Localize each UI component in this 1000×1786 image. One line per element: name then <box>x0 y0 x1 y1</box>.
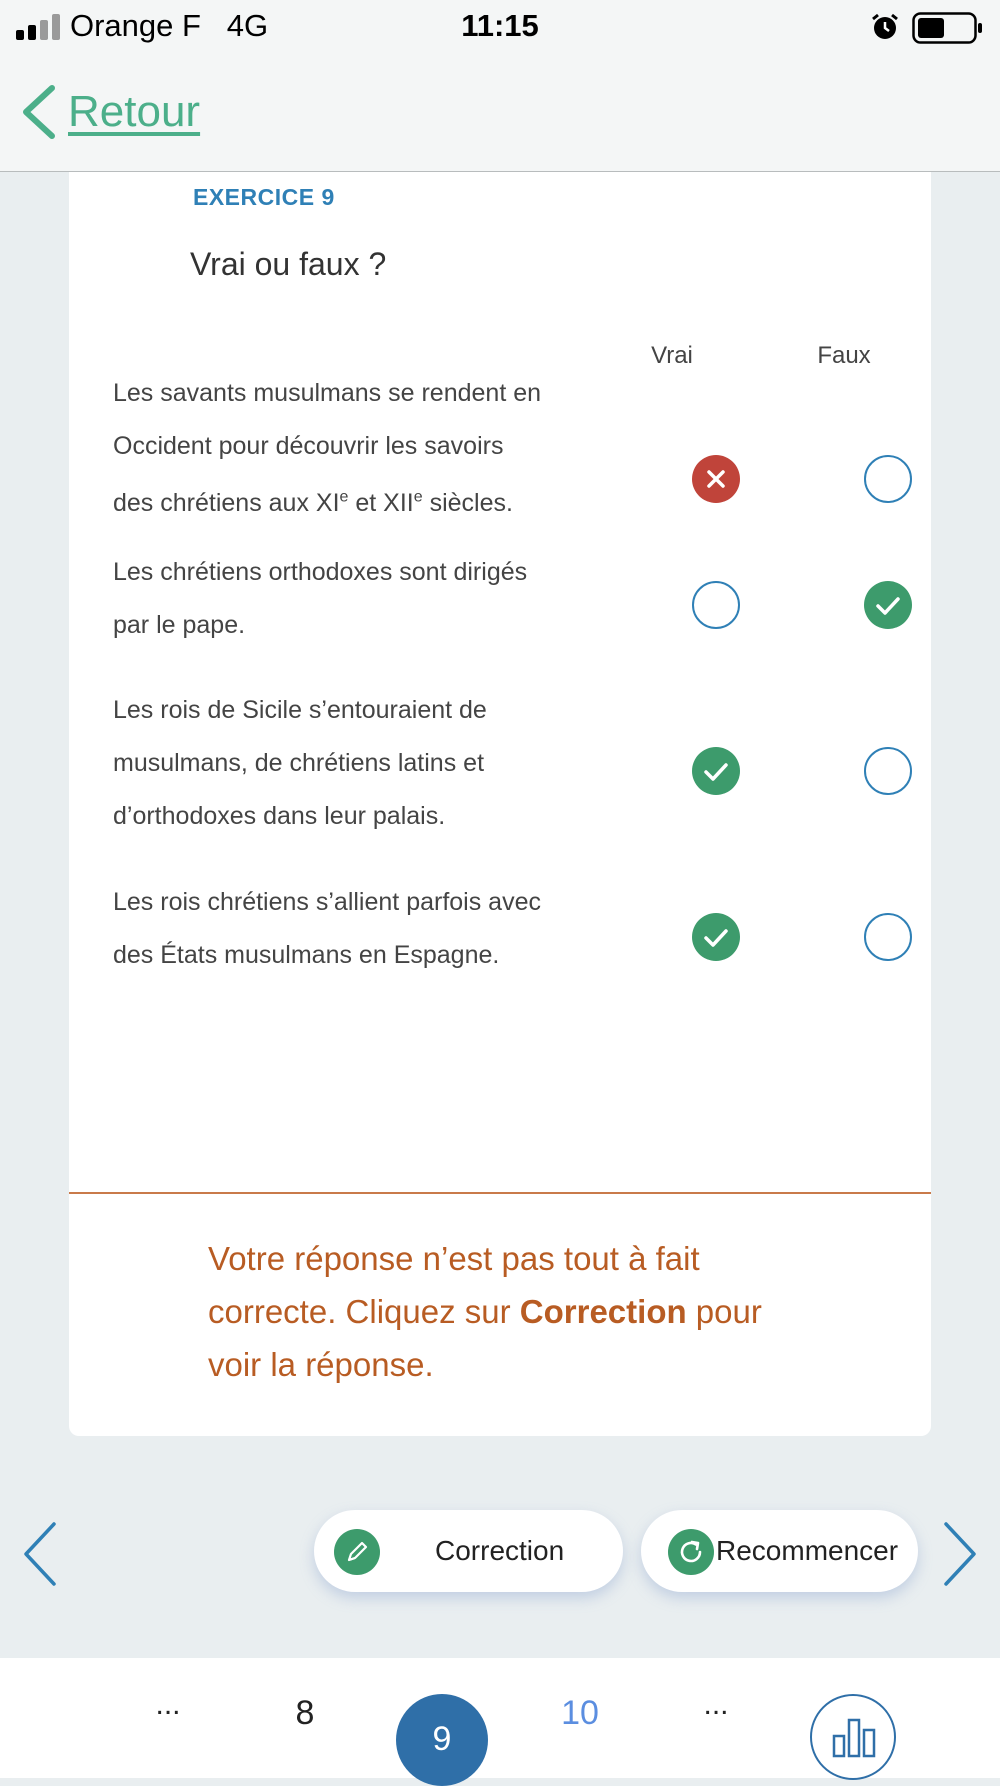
previous-exercise-arrow[interactable] <box>20 1520 60 1588</box>
check-icon <box>864 581 912 629</box>
radio-vrai-incorrect[interactable] <box>692 455 740 503</box>
pager-current-label: 9 <box>432 1720 452 1758</box>
refresh-icon <box>668 1529 714 1575</box>
pager-page-8[interactable]: 8 <box>295 1694 315 1732</box>
pager-current-page[interactable] <box>396 1694 488 1786</box>
exercise-card <box>69 172 931 1436</box>
next-exercise-arrow[interactable] <box>940 1520 980 1588</box>
correction-emphasis: Correction <box>519 1293 687 1330</box>
statement-row-1 <box>113 367 931 527</box>
correction-button[interactable] <box>314 1510 623 1592</box>
feedback-divider <box>69 1192 931 1194</box>
pencil-icon <box>334 1529 380 1575</box>
radio-faux-correct[interactable] <box>864 581 912 629</box>
column-header-false: Faux <box>817 342 871 369</box>
statement-text: Les rois chrétiens s’allient parfois avec des États musulmans en Espagne. <box>113 888 541 969</box>
column-header-true: Vrai <box>651 342 693 369</box>
radio-vrai-correct[interactable] <box>692 747 740 795</box>
exercise-pager <box>0 1658 1000 1778</box>
clock: 11:15 <box>461 8 539 43</box>
question-title: Vrai ou faux ? <box>190 246 387 282</box>
chevron-left-icon <box>18 82 58 142</box>
back-button[interactable] <box>18 82 200 142</box>
radio-faux[interactable] <box>864 747 912 795</box>
statement-row-4 <box>113 876 931 986</box>
alarm-icon <box>870 12 900 42</box>
back-label: Retour <box>68 87 201 136</box>
statistics-button[interactable] <box>810 1694 896 1780</box>
pager-ellipsis-right[interactable]: ... <box>703 1688 729 1721</box>
carrier-name: Orange F <box>70 8 201 43</box>
cross-icon <box>692 455 740 503</box>
statement-row-2 <box>113 546 931 656</box>
correction-label: Correction <box>435 1535 565 1566</box>
statement-text: Les chrétiens orthodoxes sont dirigés par le pape. <box>113 558 528 639</box>
pager-page-10[interactable]: 10 <box>561 1694 599 1732</box>
status-bar <box>0 0 1000 56</box>
feedback-message: Votre réponse n’est pas tout à fait correcte. Cliquez sur Correction pour voir la réponse. <box>208 1240 762 1383</box>
check-icon <box>692 913 740 961</box>
battery-icon <box>912 12 984 44</box>
radio-vrai[interactable] <box>692 581 740 629</box>
radio-faux[interactable] <box>864 913 912 961</box>
navigation-bar <box>0 56 1000 172</box>
restart-label: Recommencer <box>716 1535 899 1566</box>
exercise-number: EXERCICE 9 <box>193 184 335 210</box>
statement-row-3 <box>113 684 931 844</box>
check-icon <box>692 747 740 795</box>
bar-chart-icon <box>830 1714 878 1758</box>
statement-text: Les rois de Sicile s’entouraient de musulmans, de chrétiens latins et d’orthodoxes dans leur palais. <box>113 696 487 830</box>
network-type: 4G <box>226 8 269 43</box>
statement-text: Les savants musulmans se rendent en Occident pour découvrir les savoirs des chrétiens aux XIe et XIIe siècles. <box>113 379 542 517</box>
radio-faux[interactable] <box>864 455 912 503</box>
pager-ellipsis-left[interactable]: ... <box>155 1688 181 1721</box>
restart-button[interactable] <box>641 1510 918 1592</box>
radio-vrai-correct[interactable] <box>692 913 740 961</box>
